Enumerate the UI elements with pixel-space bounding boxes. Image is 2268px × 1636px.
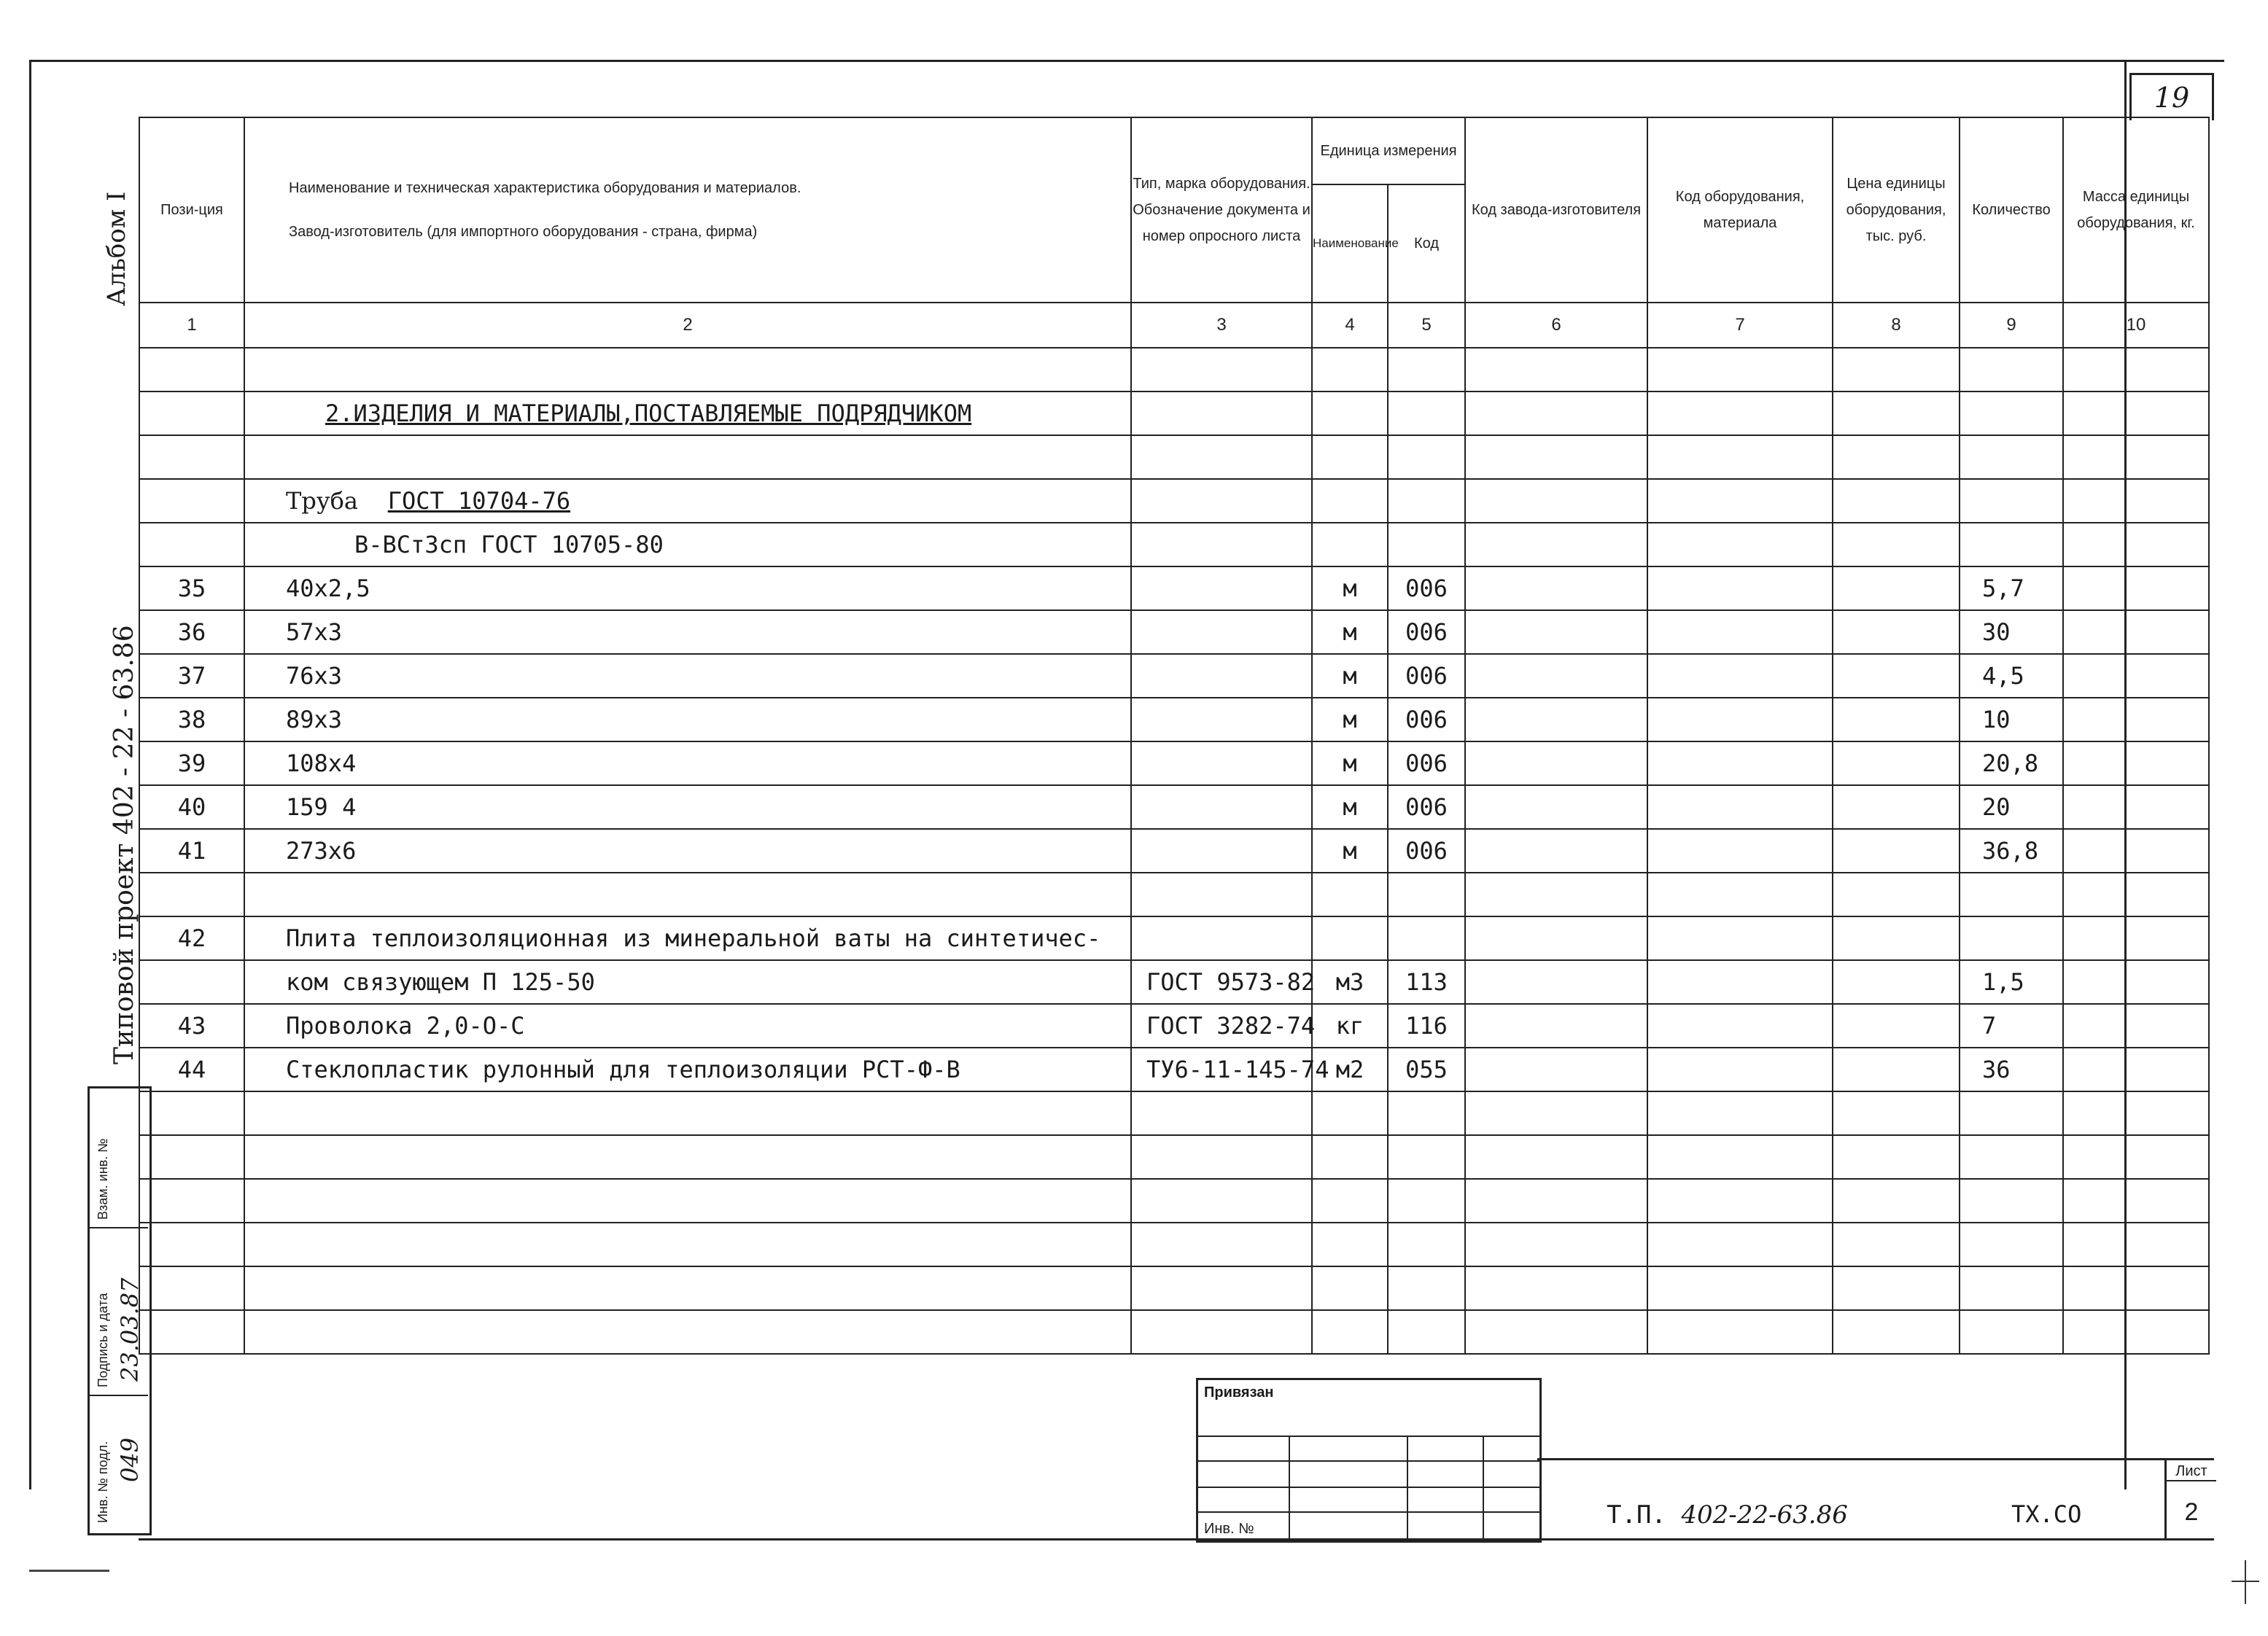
item-type — [1131, 741, 1312, 785]
margin-mark — [29, 1570, 109, 1572]
binding-vline — [1407, 1436, 1408, 1540]
stamp-signature-label: Подпись и дата — [96, 1293, 110, 1387]
item-type: ГОСТ 9573-82 — [1131, 960, 1312, 1004]
position: 42 — [139, 916, 244, 960]
item-name: 76x3 — [244, 654, 1131, 698]
pipe-name: Труба — [286, 487, 358, 515]
sheet-label: Лист — [2167, 1463, 2216, 1481]
table-row — [139, 610, 2209, 654]
item-type — [1131, 654, 1312, 698]
item-name: Стеклопластик рулонный для теплоизоляции РСТ-Ф-В — [244, 1048, 1131, 1091]
item-quantity: 20,8 — [1960, 741, 2063, 785]
item-name: 159 4 — [244, 785, 1131, 829]
position: 41 — [139, 829, 244, 873]
binding-line — [1198, 1511, 1539, 1513]
item-type — [1131, 566, 1312, 610]
section-title: 2.ИЗДЕЛИЯ И МАТЕРИАЛЫ,ПОСТАВЛЯЕМЫЕ ПОДРЯДЧИКОМ — [325, 400, 972, 427]
stamp-cell-inv — [90, 1395, 148, 1530]
item-type — [1131, 785, 1312, 829]
header-equipment-code: Код оборудования, материала — [1647, 117, 1833, 303]
header-type: Тип, марка оборудования. Обозначение документа и номер опросного листа — [1131, 117, 1312, 303]
binding-vline — [1289, 1436, 1290, 1540]
item-name: 57x3 — [244, 610, 1131, 654]
item-quantity: 5,7 — [1960, 566, 2063, 610]
header-unit-group: Единица измерения — [1312, 117, 1465, 184]
item-type: ТУ6-11-145-74 — [1131, 1048, 1312, 1091]
item-quantity: 7 — [1960, 1004, 2063, 1048]
table-row — [139, 1179, 2209, 1223]
item-type — [1131, 610, 1312, 654]
header-unit-code: Код — [1388, 184, 1465, 303]
position: 44 — [139, 1048, 244, 1091]
item-name: Проволока 2,0-О-С — [244, 1004, 1131, 1048]
item-name: Плита теплоизоляционная из минеральной ваты на синтетичес- — [244, 916, 1131, 960]
item-unit: кг — [1312, 1004, 1388, 1048]
header-mass: Масса единицы оборудования, кг. — [2063, 117, 2209, 303]
left-stamp — [88, 1086, 152, 1535]
item-name: 273x6 — [244, 829, 1131, 873]
pipe-gost: ГОСТ 10704-76 — [387, 487, 571, 515]
colnum: 10 — [2063, 303, 2209, 348]
item-unit: м3 — [1312, 960, 1388, 1004]
stamp-date-value: 23.03.87 — [116, 1277, 144, 1382]
trim-mark — [2232, 1581, 2259, 1582]
table-row — [139, 654, 2209, 698]
item-unit-code: 006 — [1388, 829, 1465, 873]
header-name — [244, 117, 1131, 303]
bottom-border — [139, 1538, 2214, 1540]
binding-vline — [1483, 1436, 1484, 1540]
header-price: Цена единицы оборудования, тыс. руб. — [1833, 117, 1960, 303]
column-numbers-row — [139, 303, 2209, 348]
document-mark: ТХ.СО — [2011, 1500, 2082, 1528]
table-row — [139, 785, 2209, 829]
item-type — [1131, 829, 1312, 873]
header-row — [139, 117, 2209, 184]
item-type: ГОСТ 3282-74 — [1131, 1004, 1312, 1048]
table-row — [139, 741, 2209, 785]
table-row — [139, 873, 2209, 916]
item-quantity: 4,5 — [1960, 654, 2063, 698]
table-row — [139, 1223, 2209, 1266]
header-quantity: Количество — [1960, 117, 2063, 303]
project-code-number: 402-22-63.86 — [1681, 1500, 1848, 1530]
binding-line — [1198, 1436, 1539, 1437]
table-row — [139, 1310, 2209, 1354]
colnum: 7 — [1647, 303, 1833, 348]
header-factory-code: Код завода-изготовителя — [1465, 117, 1647, 303]
table-row — [139, 960, 2209, 1004]
item-unit: м — [1312, 741, 1388, 785]
item-unit: м — [1312, 610, 1388, 654]
item-unit-code: 006 — [1388, 741, 1465, 785]
table-row — [139, 1091, 2209, 1135]
table-row — [139, 1004, 2209, 1048]
table-row — [139, 1266, 2209, 1310]
position: 43 — [139, 1004, 244, 1048]
item-quantity: 20 — [1960, 785, 2063, 829]
position: 36 — [139, 610, 244, 654]
item-quantity: 36,8 — [1960, 829, 2063, 873]
item-unit-code: 006 — [1388, 785, 1465, 829]
table-row — [139, 566, 2209, 610]
position: 35 — [139, 566, 244, 610]
stamp-cell-replace — [90, 1088, 148, 1228]
item-name: 108x4 — [244, 741, 1131, 785]
item-unit-code: 006 — [1388, 698, 1465, 741]
item-name: 40x2,5 — [244, 566, 1131, 610]
item-unit: м — [1312, 566, 1388, 610]
position: 39 — [139, 741, 244, 785]
colnum: 4 — [1312, 303, 1388, 348]
item-type — [1131, 698, 1312, 741]
trim-mark — [2245, 1560, 2246, 1604]
item-quantity: 36 — [1960, 1048, 2063, 1091]
specification-table — [139, 117, 2210, 1355]
header-name-line1: Наименование и техническая характеристика оборудования и материалов. — [289, 180, 801, 196]
binding-line — [1198, 1487, 1539, 1488]
header-unit-name: Наименование — [1312, 184, 1388, 303]
item-unit: м — [1312, 654, 1388, 698]
table-row — [139, 916, 2209, 960]
pipe-steel: В-ВСт3сп ГОСТ 10705-80 — [354, 531, 664, 558]
colnum: 6 — [1465, 303, 1647, 348]
stamp-cell-signature — [90, 1227, 148, 1396]
album-label: Альбом I — [102, 191, 131, 306]
item-unit: м — [1312, 698, 1388, 741]
colnum: 5 — [1388, 303, 1465, 348]
table-row — [139, 348, 2209, 392]
item-unit-code: 006 — [1388, 610, 1465, 654]
item-unit-code: 116 — [1388, 1004, 1465, 1048]
item-unit-code: 055 — [1388, 1048, 1465, 1091]
item-unit-code: 006 — [1388, 566, 1465, 610]
position: 37 — [139, 654, 244, 698]
item-unit: м2 — [1312, 1048, 1388, 1091]
project-label: Типовой проект 402 - 22 - 63.86 — [109, 625, 139, 1064]
colnum: 3 — [1131, 303, 1312, 348]
header-position: Пози-ция — [139, 117, 244, 303]
item-name-cont: ком связующем П 125-50 — [244, 960, 1131, 1004]
table-row — [139, 829, 2209, 873]
binding-line — [1198, 1460, 1539, 1462]
colnum: 9 — [1960, 303, 2063, 348]
binding-inv: Инв. № — [1204, 1521, 1254, 1537]
section-title-row — [139, 392, 2209, 435]
header-name-line2: Завод-изготовитель (для импортного оборудования - страна, фирма) — [289, 224, 758, 240]
table-row — [139, 1135, 2209, 1179]
sheet-box — [2164, 1460, 2216, 1540]
project-code-prefix: Т.П. — [1607, 1500, 1666, 1530]
binding-stamp — [1196, 1378, 1542, 1543]
colnum: 8 — [1833, 303, 1960, 348]
pipe-row — [139, 479, 2209, 523]
page-number: 19 — [2129, 73, 2214, 120]
item-unit-code: 113 — [1388, 960, 1465, 1004]
item-quantity: 30 — [1960, 610, 2063, 654]
stamp-replace-label: Взам. инв. № — [96, 1138, 110, 1220]
colnum: 2 — [244, 303, 1131, 348]
table-row — [139, 698, 2209, 741]
sheet-number: 2 — [2184, 1498, 2199, 1526]
item-quantity: 1,5 — [1960, 960, 2063, 1004]
title-block — [1537, 1458, 2214, 1540]
item-unit-code: 006 — [1388, 654, 1465, 698]
stamp-inv-value: 049 — [116, 1437, 144, 1482]
pipe-steel-row — [139, 523, 2209, 566]
item-unit: м — [1312, 829, 1388, 873]
stamp-inv-label: Инв. № подл. — [96, 1441, 110, 1523]
item-name: 89x3 — [244, 698, 1131, 741]
binding-title: Привязан — [1204, 1384, 1274, 1401]
position: 38 — [139, 698, 244, 741]
table-row — [139, 1048, 2209, 1091]
colnum: 1 — [139, 303, 244, 348]
item-quantity: 10 — [1960, 698, 2063, 741]
item-unit: м — [1312, 785, 1388, 829]
position: 40 — [139, 785, 244, 829]
table-row — [139, 435, 2209, 479]
project-code — [1607, 1500, 1848, 1530]
